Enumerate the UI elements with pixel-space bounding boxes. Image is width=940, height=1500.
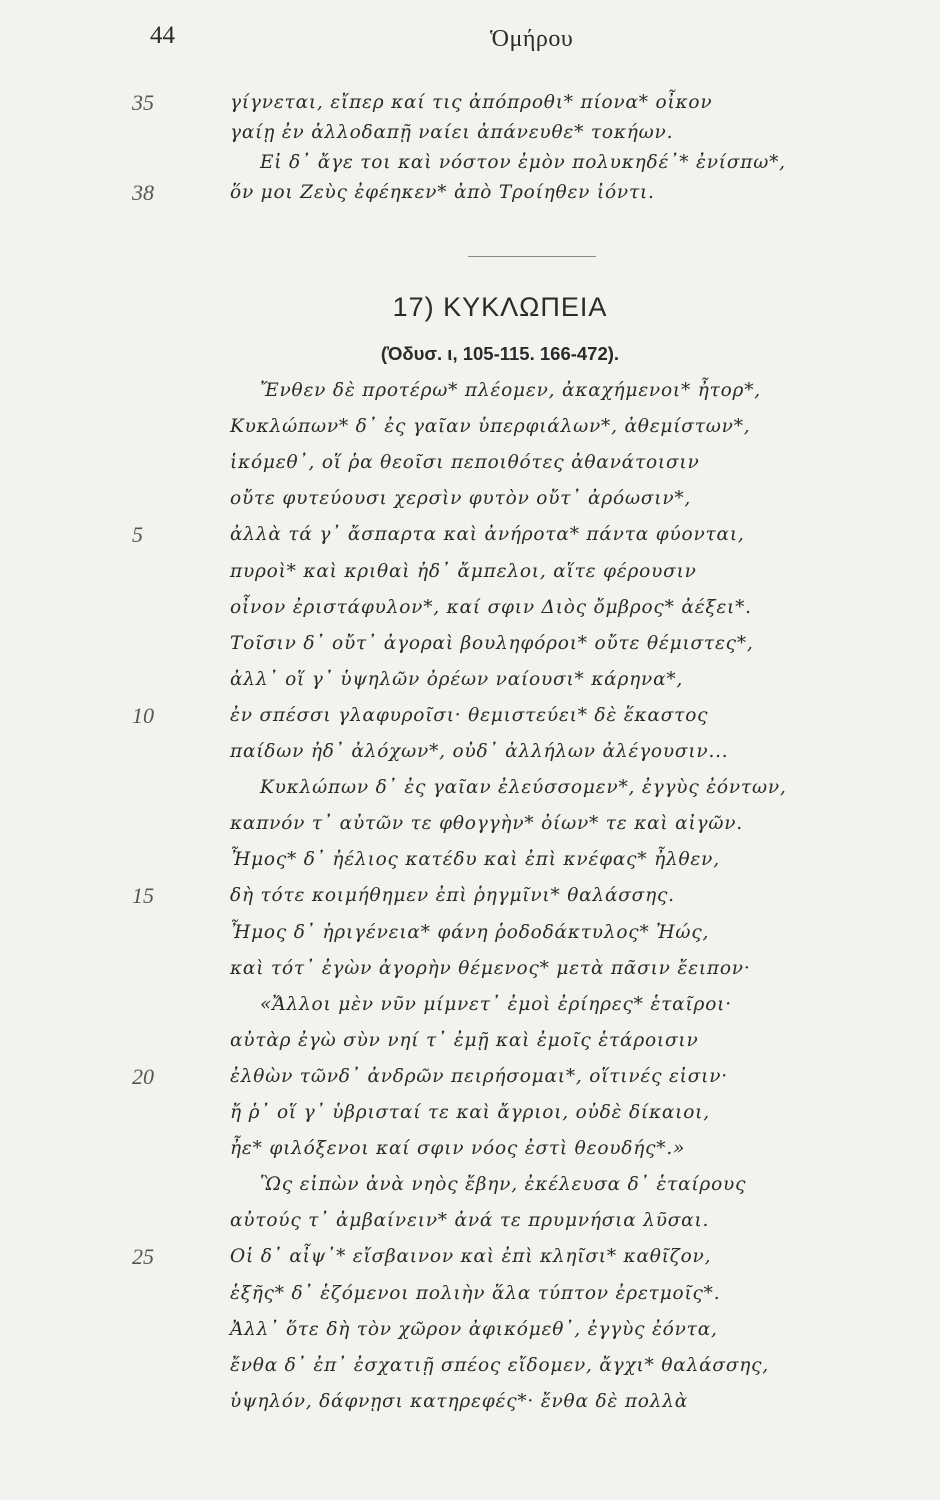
verse-line <box>0 557 940 589</box>
running-head <box>0 18 940 58</box>
verse-line <box>0 376 940 408</box>
verse-line <box>0 88 940 120</box>
line-number: 5 <box>132 522 143 548</box>
line-number: 10 <box>132 702 154 728</box>
verse-text: πυροὶ* καὶ κριθαὶ ἠδ᾿ ἄμπελοι, αἵτε φέρουσιν <box>230 560 697 582</box>
verse-line <box>0 809 940 841</box>
verse-line <box>0 1170 940 1202</box>
verse-line <box>0 1062 940 1094</box>
verse-line <box>0 990 940 1022</box>
verse-text: ὅν μοι Ζεὺς ἐφέηκεν* ἀπὸ Τροίηθεν ἰόντι. <box>230 182 655 203</box>
verse-line <box>0 520 940 552</box>
verse-text: ἦε* φιλόξενοι καί σφιν νόος ἐστὶ θεουδής*.» <box>230 1138 686 1160</box>
verse-text: ἀλλ᾿ οἵ γ᾿ ὑψηλῶν ὀρέων ναίουσι* κάρηνα*, <box>230 668 684 690</box>
verse-line <box>0 918 940 950</box>
verse-line <box>0 701 940 733</box>
section-subheading: (Ὀδυσ. ι, 105-115. 166-472). <box>380 343 620 364</box>
verse-text: παίδων ἠδ᾿ ἀλόχων*, οὐδ᾿ ἀλλήλων ἀλέγουσιν... <box>230 741 729 762</box>
page-number: 44 <box>150 22 175 49</box>
verse-text: Ὣς εἰπὼν ἀνὰ νηὸς ἔβην, ἐκέλευσα δ᾿ ἑταίρους <box>260 1174 747 1196</box>
line-number: 15 <box>132 883 154 909</box>
verse-text: ἐν σπέσσι γλαφυροῖσι· θεμιστεύει* δὲ ἕκαστος <box>230 704 709 726</box>
verse-text: Ἀλλ᾿ ὅτε δὴ τὸν χῶρον ἀφικόμεθ᾿, ἐγγὺς ἐόντα, <box>230 1318 718 1340</box>
verse-line <box>0 1026 940 1058</box>
verse-line <box>0 773 940 805</box>
verse-text: καὶ τότ᾿ ἐγὼν ἀγορὴν θέμενος* μετὰ πᾶσιν ἔειπον· <box>230 957 751 979</box>
verse-text: Ἔνθεν δὲ προτέρω* πλέομεν, ἀκαχήμενοι* ἦτορ*, <box>260 380 761 401</box>
verse-text: Ἦμος* δ᾿ ἠέλιος κατέδυ καὶ ἐπὶ κνέφας* ἦλθεν, <box>230 849 720 871</box>
verse-text: καπνόν τ᾿ αὐτῶν τε φθογγὴν* ὀίων* τε καὶ αἰγῶν. <box>230 813 743 835</box>
verse-line <box>0 178 940 210</box>
line-number: 20 <box>132 1063 154 1089</box>
verse-line <box>0 1315 940 1347</box>
verse-text: Οἱ δ᾿ αἶψ᾿* εἴσβαινον καὶ ἐπὶ κληῖσι* καθῖζον, <box>230 1246 712 1268</box>
verse-text: γίγνεται, εἴπερ καί τις ἀπόπροθι* πίονα* οἶκον <box>230 92 713 113</box>
verse-line <box>0 845 940 877</box>
verse-text: οἶνον ἐριστάφυλον*, καί σφιν Διὸς ὄμβρος* ἀέξει*. <box>230 596 752 618</box>
verse-text: Κυκλώπων δ᾿ ἐς γαῖαν ἐλεύσσομεν*, ἐγγὺς ἐόντων, <box>260 777 787 799</box>
line-number: 25 <box>132 1244 154 1270</box>
verse-text: ἀλλὰ τά γ᾿ ἄσπαρτα καὶ ἀνήροτα* πάντα φύονται, <box>230 524 745 546</box>
verse-text: Εἰ δ᾿ ἄγε τοι καὶ νόστον ἐμὸν πολυκηδέ᾿* ἐνίσπω*, <box>260 152 786 173</box>
verse-text: γαίῃ ἐν ἀλλοδαπῇ ναίει ἀπάνευθε* τοκήων. <box>230 122 674 143</box>
verse-line <box>0 1351 940 1383</box>
verse-text: ἔνθα δ᾿ ἐπ᾿ ἐσχατιῇ σπέος εἴδομεν, ἄγχι* θαλάσσης, <box>230 1354 769 1376</box>
verse-line <box>0 665 940 697</box>
verse-text: δὴ τότε κοιμήθημεν ἐπὶ ῥηγμῖνι* θαλάσσης. <box>230 885 675 907</box>
verse-line <box>0 593 940 625</box>
line-number: 35 <box>132 90 154 115</box>
verse-line <box>0 1098 940 1130</box>
verse-text: Κυκλώπων* δ᾿ ἐς γαῖαν ὑπερφιάλων*, ἀθεμίστων*, <box>230 416 751 438</box>
verse-line <box>0 1206 940 1238</box>
verse-text: ἑξῆς* δ᾿ ἑζόμενοι πολιὴν ἅλα τύπτον ἐρετμοῖς*. <box>230 1282 721 1304</box>
verse-text: «Ἄλλοι μὲν νῦν μίμνετ᾿ ἐμοὶ ἐρίηρες* ἑταῖροι· <box>260 993 732 1015</box>
verse-line <box>0 629 940 661</box>
verse-text: ἐλθὼν τῶνδ᾿ ἀνδρῶν πειρήσομαι*, οἵτινές εἰσιν· <box>230 1065 728 1087</box>
verse-line <box>0 448 940 480</box>
verse-line <box>0 1387 940 1419</box>
verse-line <box>0 1134 940 1166</box>
verse-text: ἱκόμεθ᾿, οἵ ῥα θεοῖσι πεποιθότες ἀθανάτοισιν <box>230 452 700 474</box>
section-divider <box>468 256 596 257</box>
verse-line <box>0 881 940 913</box>
verse-text: αὐτὰρ ἐγὼ σὺν νηί τ᾿ ἐμῇ καὶ ἐμοῖς ἑτάροισιν <box>230 1029 699 1051</box>
verse-text: ἤ ῥ᾿ οἵ γ᾿ ὑβρισταί τε καὶ ἄγριοι, οὐδὲ δίκαιοι, <box>230 1102 710 1123</box>
verse-text: Τοῖσιν δ᾿ οὔτ᾿ ἀγοραὶ βουληφόροι* οὔτε θέμιστες*, <box>230 632 754 654</box>
verse-text: Ἦμος δ᾿ ἠριγένεια* φάνη ῥοδοδάκτυλος* Ἠώς, <box>230 921 710 943</box>
verse-line <box>0 484 940 516</box>
verse-line <box>0 148 940 180</box>
verse-line <box>0 1242 940 1274</box>
verse-text: αὐτούς τ᾿ ἀμβαίνειν* ἀνά τε πρυμνήσια λῦσαι. <box>230 1210 710 1232</box>
verse-text: οὔτε φυτεύουσι χερσὶν φυτὸν οὔτ᾿ ἀρόωσιν*, <box>230 488 692 510</box>
section-heading: 17) ΚΥΚΛΩΠΕΙΑ <box>392 292 608 322</box>
line-number: 38 <box>132 180 154 205</box>
verse-line <box>0 954 940 986</box>
verse-line <box>0 1279 940 1311</box>
verse-line <box>0 118 940 150</box>
running-head-title: Ὁμήρου <box>490 26 574 52</box>
verse-line <box>0 412 940 444</box>
verse-text: ὑψηλόν, δάφνῃσι κατηρεφές*· ἔνθα δὲ πολλὰ <box>230 1390 689 1412</box>
verse-line <box>0 737 940 769</box>
